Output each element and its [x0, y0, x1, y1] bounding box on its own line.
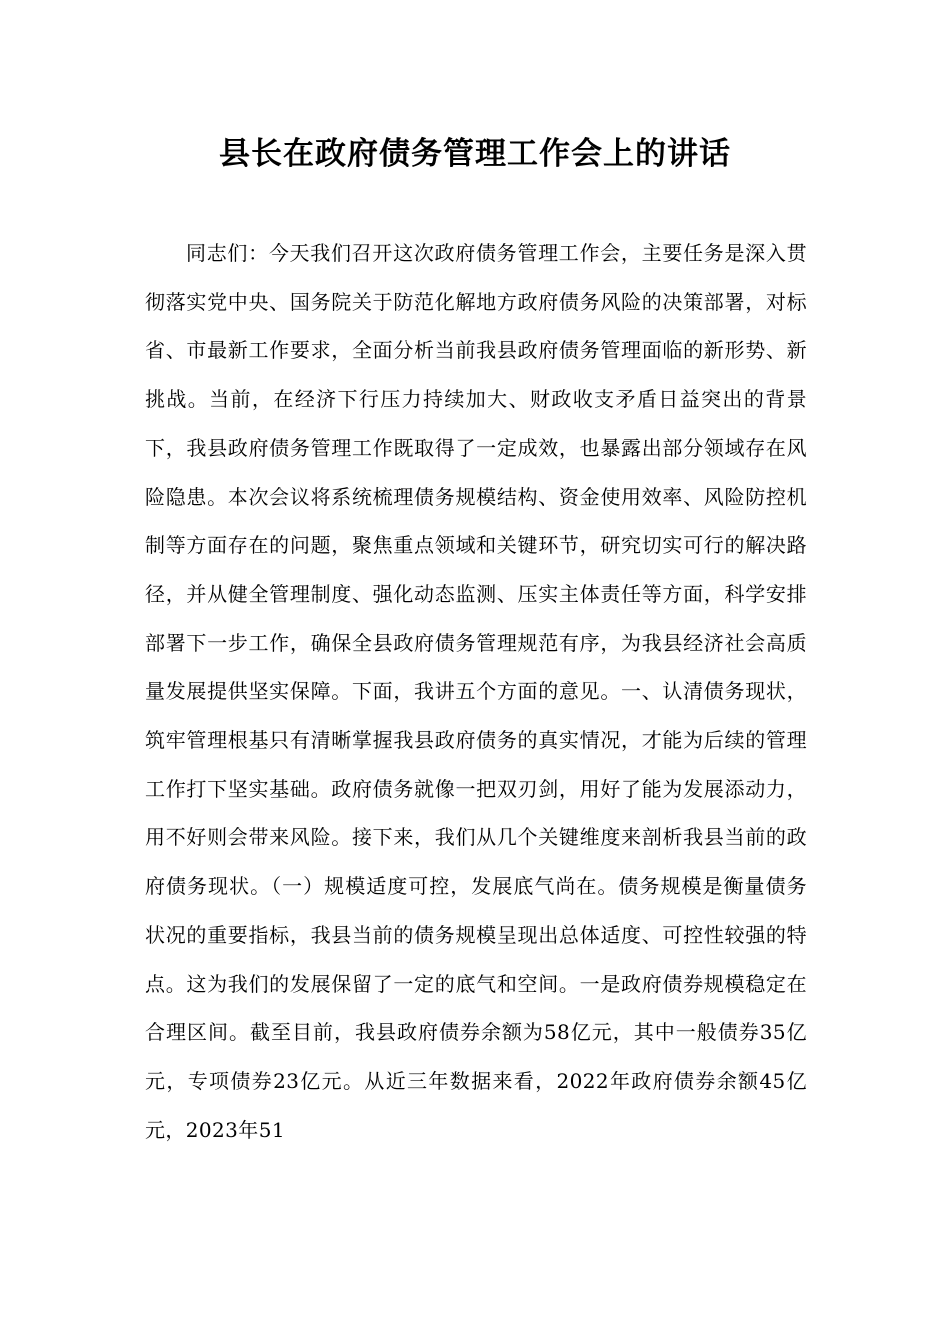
page-title: 县长在政府债务管理工作会上的讲话 — [219, 136, 731, 172]
body-paragraph: 同志们：今天我们召开这次政府债务管理工作会，主要任务是深入贯彻落实党中央、国务院关于防范化解地方政府债务风险的决策部署，对标省、市最新工作要求，全面分析当前我县政府债务管理面临的新形势、新挑战。当前，在经济下行压力持续加大、财政收支矛盾日益突出的背景下，我县政府债务管理工作既取得了一定成效，也暴露出部分领域存在风险隐患。本次会议将系统梳理债务规模结构、资金使用效率、风险防控机制等方面存在的问题，聚焦重点领域和关键环节，研究切实可行的解决路径，并从健全管理制度、强化动态监测、压实主体责任等方面，科学安排部署下一步工作，确保全县政府债务管理规范有序，为我县经济社会高质量发展提供坚实保障。下面，我讲五个方面的意见。一、认清债务现状，筑牢管理根基只有清晰掌握我县政府债务的真实情况，才能为后续的管理工作打下坚实基础。政府债务就像一把双刃剑，用好了能为发展添动力，用不好则会带来风险。接下来，我们从几个关键维度来剖析我县当前的政府债务现状。（一）规模适度可控，发展底气尚在。债务规模是衡量债务状况的重要指标，我县当前的债务规模呈现出总体适度、可控性较强的特点。这为我们的发展保留了一定的底气和空间。一是政府债券规模稳定在合理区间。截至目前，我县政府债券余额为58亿元，其中一般债券35亿元，专项债券23亿元。从近三年数据来看，2022年政府债券余额45亿元，2023年51 — [145, 241, 807, 1142]
